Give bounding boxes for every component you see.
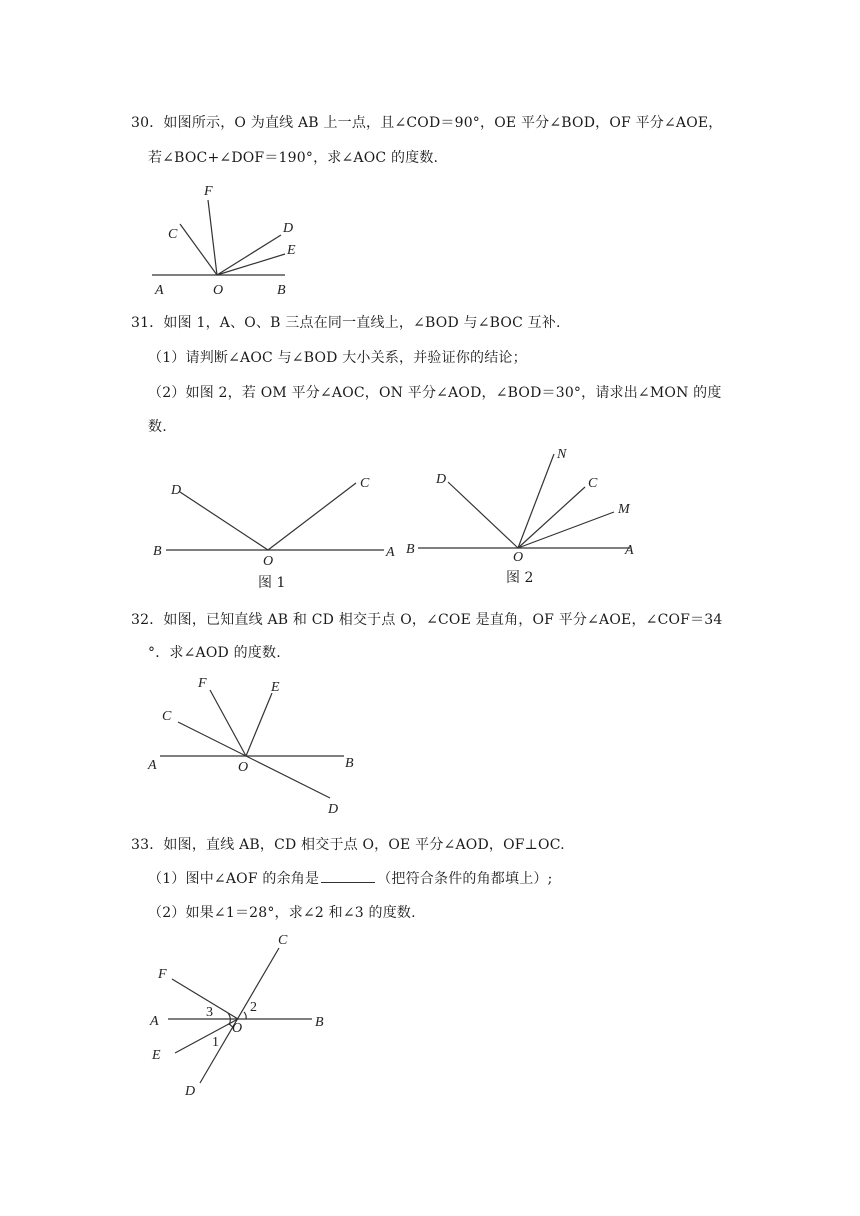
q32-text-line2: °．求∠AOD 的度数. [148, 645, 281, 661]
q33-label-O: O [232, 1021, 243, 1036]
q31-fig2-label-B: B [406, 542, 415, 557]
q31-fig2-label-M: M [618, 502, 630, 517]
q31-figure-1 [148, 470, 403, 570]
q31-fig2-label-D: D [436, 472, 447, 487]
q33-part1-note: （把符合条件的角都填上）; [377, 871, 553, 887]
q32-figure [140, 670, 360, 820]
q32-label-C: C [162, 709, 172, 724]
q32-label-E: E [271, 680, 280, 695]
q33-label-F: F [158, 967, 167, 982]
q31-text-line4: 数. [148, 419, 167, 435]
q30-figure [140, 178, 310, 300]
q33-label-C: C [278, 933, 288, 948]
q30-text-line2: 若∠BOC+∠DOF＝190°，求∠AOC 的度数. [148, 150, 439, 166]
q31-fig2-caption: 图 2 [506, 570, 534, 586]
q33-label-E: E [152, 1048, 161, 1063]
q32-label-D: D [328, 802, 339, 817]
q31-fig2-label-C: C [588, 476, 598, 491]
q32-text-line1: 32．如图，已知直线 AB 和 CD 相交于点 O，∠COE 是直角，OF 平分∠AOE，∠COF＝34 [131, 612, 723, 628]
q33-angle-1: 1 [212, 1035, 219, 1050]
q33-label-A: A [150, 1014, 159, 1029]
q30-label-E: E [287, 243, 296, 258]
q33-label-D: D [185, 1084, 196, 1099]
q30-label-B: B [277, 283, 286, 298]
q31-fig1-caption: 图 1 [258, 575, 286, 591]
q31-fig1-label-B: B [153, 544, 162, 559]
q32-label-O: O [238, 760, 249, 775]
q32-label-F: F [198, 676, 207, 691]
q33-answer-blank[interactable] [321, 869, 375, 883]
q31-fig1-label-D: D [171, 483, 182, 498]
q32-label-A: A [148, 758, 157, 773]
q31-fig2-label-A: A [625, 543, 634, 558]
q31-text-line2: （1）请判断∠AOC 与∠BOD 大小关系，并验证你的结论； [148, 350, 527, 366]
q31-text-line3: （2）如图 2，若 OM 平分∠AOC，ON 平分∠AOD，∠BOD＝30°，请求出∠MON 的度 [148, 385, 722, 401]
q30-label-F: F [204, 184, 213, 199]
q33-angle-2: 2 [250, 1000, 257, 1015]
q33-label-B: B [315, 1015, 324, 1030]
q33-text-line3: （2）如果∠1＝28°，求∠2 和∠3 的度数. [148, 905, 416, 921]
q31-fig2-label-N: N [557, 447, 567, 462]
q30-text-line1: 30．如图所示，O 为直线 AB 上一点，且∠COD＝90°，OE 平分∠BOD，OF 平分∠AOE， [131, 115, 723, 131]
q33-figure [140, 928, 340, 1103]
q31-fig2-label-O: O [513, 550, 524, 565]
q30-label-D: D [283, 221, 294, 236]
q33-text-line2 [148, 868, 553, 888]
q33-part1-prompt: （1）图中∠AOF 的余角是 [148, 871, 320, 887]
q32-label-B: B [345, 756, 354, 771]
q31-fig1-label-A: A [386, 545, 395, 560]
q31-fig1-label-O: O [263, 554, 274, 569]
q31-figure-2 [400, 440, 650, 570]
q33-angle-3: 3 [206, 1005, 213, 1020]
q30-label-A: A [155, 283, 164, 298]
q31-text-line1: 31．如图 1，A、O、B 三点在同一直线上，∠BOD 与∠BOC 互补. [131, 315, 561, 331]
q30-label-C: C [168, 227, 178, 242]
q33-text-line1: 33．如图，直线 AB，CD 相交于点 O，OE 平分∠AOD，OF⊥OC. [131, 837, 565, 853]
q31-fig1-label-C: C [360, 476, 370, 491]
q30-label-O: O [213, 283, 224, 298]
